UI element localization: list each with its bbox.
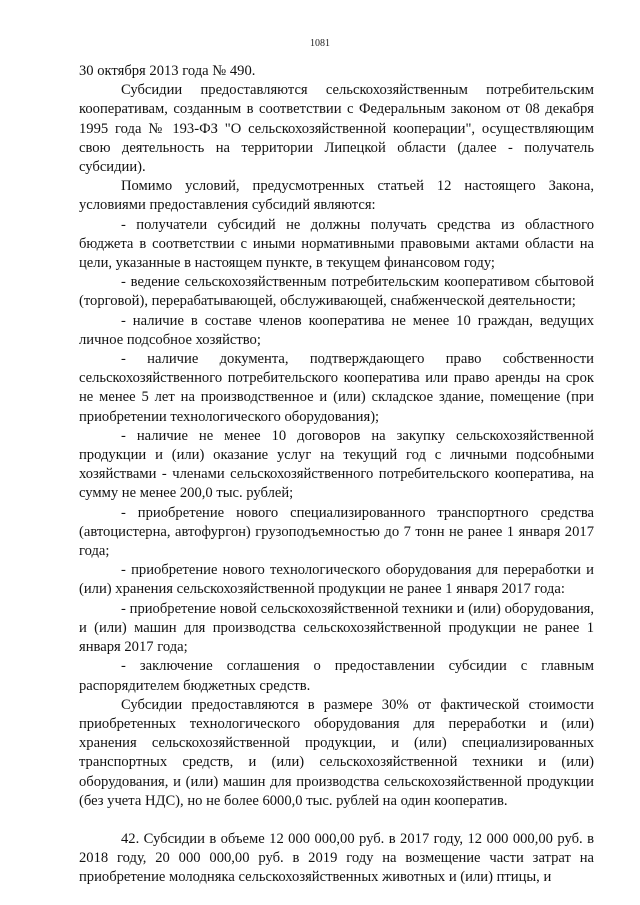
condition-item: - заключение соглашения о предоставлении субсидии с главным распорядителем бюджетных средств. (79, 658, 594, 694)
paragraph-continuation: 30 октября 2013 года № 490. (79, 63, 256, 79)
paragraph-section-42: 42. Субсидии в объеме 12 000 000,00 руб. в 2017 году, 12 000 000,00 руб. в 2018 году, 20 000 000,00 руб. в 2019 году на возмещение части затрат на приобретение молодняка сельскохозяйственных животных и (или) птицы, и (79, 830, 594, 886)
condition-item: - приобретение нового специализированного транспортного средства (автоцистерна, автофургон) грузоподъемностью до 7 тонн не ранее 1 января 2017 года; (79, 504, 594, 560)
document-body (79, 62, 594, 888)
paragraph-conditions-intro: Помимо условий, предусмотренных статьей 12 настоящего Закона, условиями предоставления субсидий являются: (79, 178, 594, 214)
condition-item: - приобретение нового технологического оборудования для переработки и (или) хранения сельскохозяйственной продукции не ранее 1 января 2017 года: (79, 562, 594, 598)
page-number: 1081 (310, 38, 330, 49)
paragraph-subsidy-amount: Субсидии предоставляются в размере 30% от фактической стоимости приобретенных технологического оборудования для переработки и (или) хранения сельскохозяйственной продукции, и (или) специализированных транспортных средств, и (или) сельскохозяйственной техники и (или) оборудования, и (или) машин для производства сельскохозяйственной продукции (без учета НДС), но не более 6000,0 тыс. рублей на один кооператив. (79, 696, 594, 809)
condition-item: - наличие не менее 10 договоров на закупку сельскохозяйственной продукции и (или) оказание услуг на текущий год с личными подсобными хозяйствами - членами сельскохозяйственного потребительского кооператива, на сумму не менее 200,0 тыс. рублей; (79, 427, 594, 502)
condition-item: - наличие документа, подтверждающего право собственности сельскохозяйственного потребительского кооператива или право аренды на срок не менее 5 лет на производственное и (или) складское здание, помещение (при приобретении технологического оборудования); (79, 351, 594, 425)
paragraph-recipients: Субсидии предоставляются сельскохозяйственным потребительским кооперативам, созданным в соответствии с Федеральным законом от 08 декабря 1995 года № 193-ФЗ "О сельскохозяйственной кооперации", осуществляющим свою деятельность на территории Липецкой области (далее - получатель субсидии). (79, 82, 594, 176)
condition-item: - ведение сельскохозяйственным потребительским кооперативом сбытовой (торговой), перерабатывающей, обслуживающей, снабженческой деятельности; (79, 274, 594, 310)
condition-item: - наличие в составе членов кооператива не менее 10 граждан, ведущих личное подсобное хозяйство; (79, 312, 594, 348)
condition-item: - получатели субсидий не должны получать средства из областного бюджета в соответствии с иными нормативными правовыми актами области на цели, указанные в настоящем пункте, в текущем финансовом году; (79, 216, 594, 272)
condition-item: - приобретение новой сельскохозяйственной техники и (или) оборудования, и (или) машин для производства сельскохозяйственной продукции не ранее 1 января 2017 года; (79, 600, 594, 656)
